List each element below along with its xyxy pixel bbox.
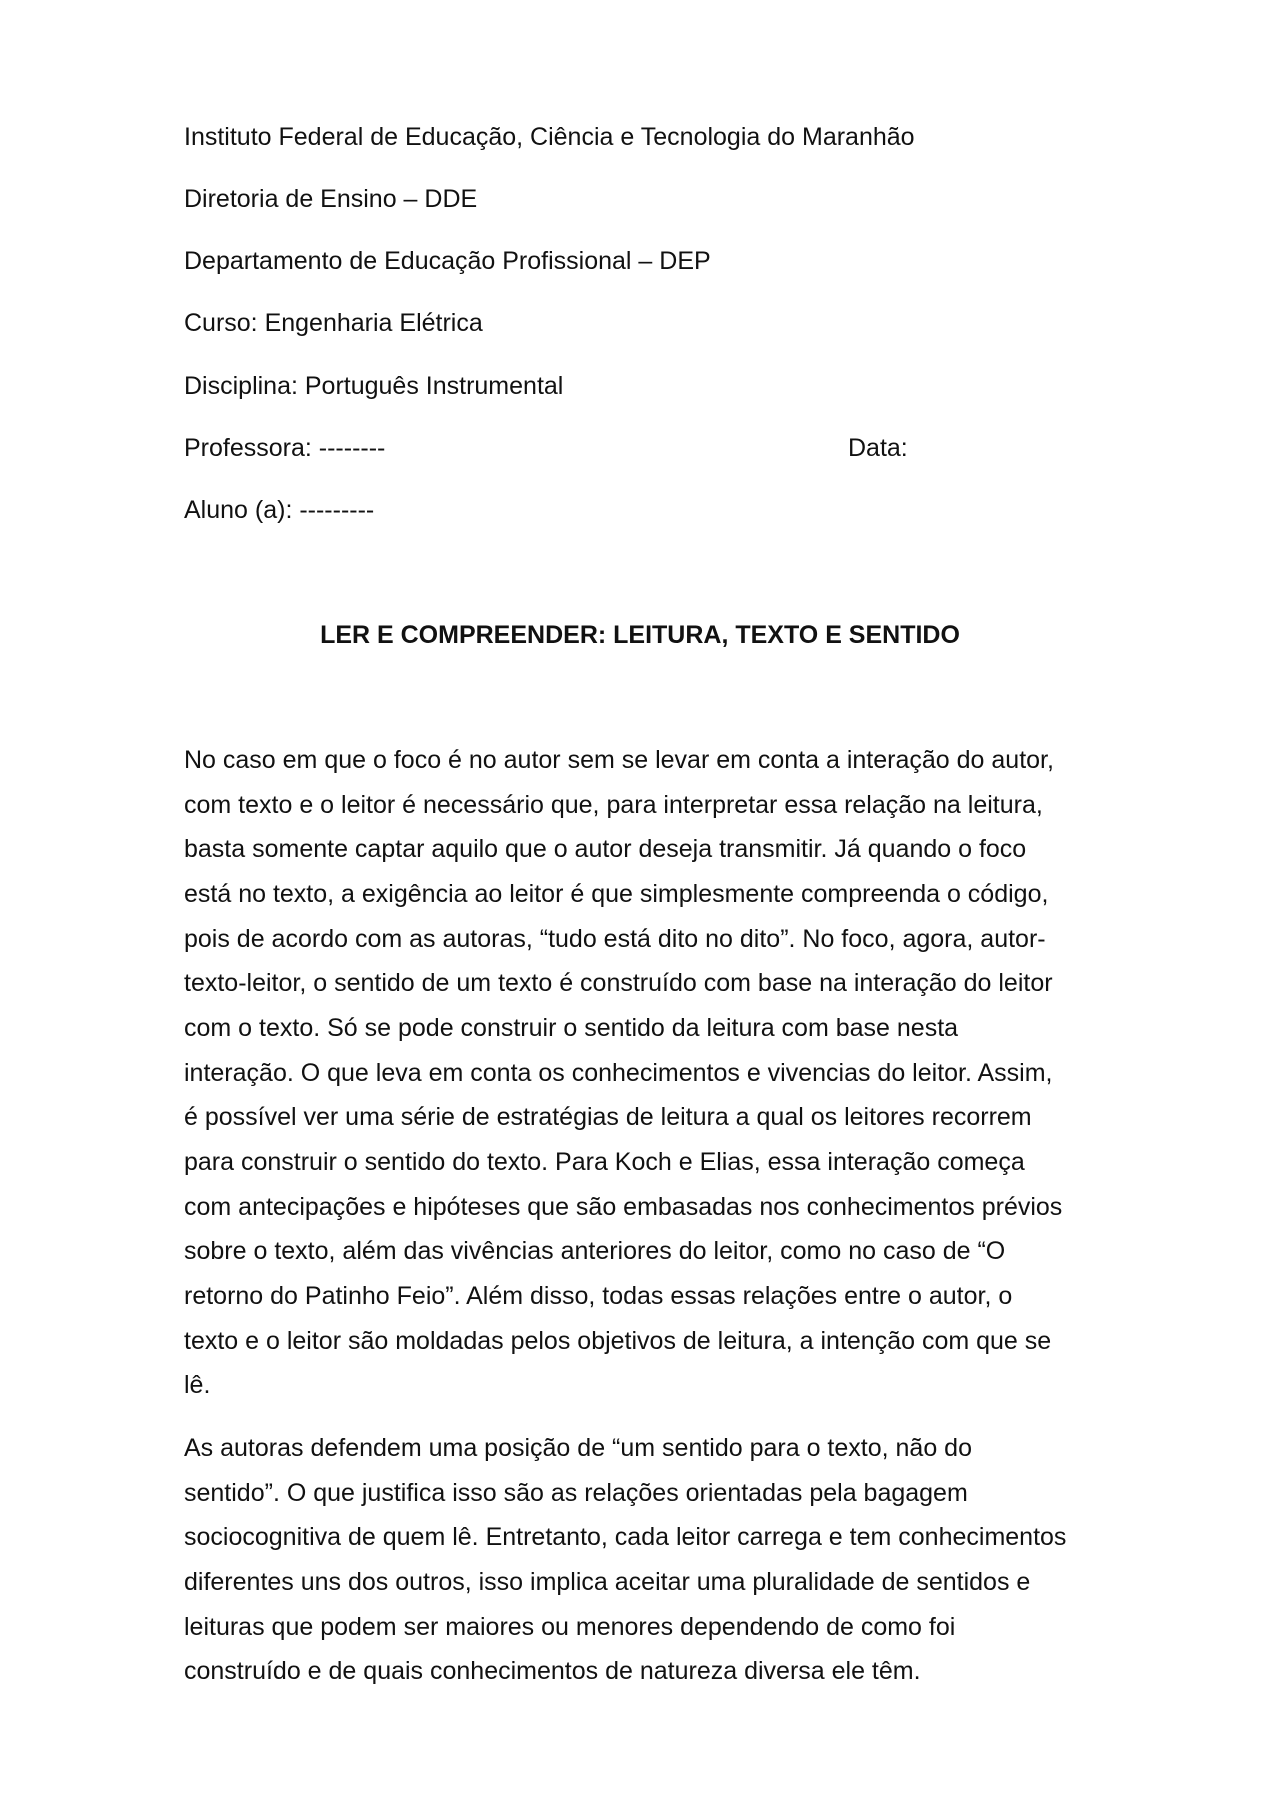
paragraph-line: sentido”. O que justifica isso são as relações orientadas pela bagagem [184,1479,968,1507]
paragraph-line: com antecipações e hipóteses que são embasadas nos conhecimentos prévios [184,1193,1063,1221]
paragraph-line: texto e o leitor são moldadas pelos objetivos de leitura, a intenção com que se [184,1327,1052,1355]
teacher-line: Professora: -------- [184,434,386,462]
department-line: Departamento de Educação Profissional – DEP [184,247,711,275]
paragraph-line: está no texto, a exigência ao leitor é que simplesmente compreenda o código, [184,880,1049,908]
paragraph-line: basta somente captar aquilo que o autor deseja transmitir. Já quando o foco [184,835,1027,863]
student-line: Aluno (a): --------- [184,496,375,524]
paragraph-line: As autoras defendem uma posição de “um sentido para o texto, não do [184,1434,972,1462]
date-label: Data: [848,434,908,462]
paragraph-line: sociocognitiva de quem lê. Entretanto, cada leitor carrega e tem conhecimentos [184,1523,1067,1551]
paragraph-line: construído e de quais conhecimentos de natureza diversa ele têm. [184,1657,921,1685]
paragraph-line: com texto e o leitor é necessário que, para interpretar essa relação na leitura, [184,791,1043,819]
subject-line: Disciplina: Português Instrumental [184,372,564,400]
paragraph-line: com o texto. Só se pode construir o sentido da leitura com base nesta [184,1014,959,1042]
directorate-line: Diretoria de Ensino – DDE [184,185,478,213]
paragraph-line: leituras que podem ser maiores ou menores dependendo de como foi [184,1613,956,1641]
paragraph-line: para construir o sentido do texto. Para Koch e Elias, essa interação começa [184,1148,1025,1176]
paragraph-line: No caso em que o foco é no autor sem se levar em conta a interação do autor, [184,746,1054,774]
paragraph-line: sobre o texto, além das vivências anteriores do leitor, como no caso de “O [184,1237,1006,1265]
paragraph-line: lê. [184,1371,211,1399]
paragraph-line: texto-leitor, o sentido de um texto é construído com base na interação do leitor [184,969,1053,997]
paragraph-line: interação. O que leva em conta os conhecimentos e vivencias do leitor. Assim, [184,1059,1053,1087]
document-title: LER E COMPREENDER: LEITURA, TEXTO E SENTIDO [320,621,960,649]
paragraph-line: diferentes uns dos outros, isso implica aceitar uma pluralidade de sentidos e [184,1568,1031,1596]
paragraph-line: retorno do Patinho Feio”. Além disso, todas essas relações entre o autor, o [184,1282,1013,1310]
paragraph-line: é possível ver uma série de estratégias de leitura a qual os leitores recorrem [184,1103,1032,1131]
institution-line: Instituto Federal de Educação, Ciência e Tecnologia do Maranhão [184,123,915,151]
course-line: Curso: Engenharia Elétrica [184,309,483,337]
paragraph-line: pois de acordo com as autoras, “tudo está dito no dito”. No foco, agora, autor- [184,925,1046,953]
